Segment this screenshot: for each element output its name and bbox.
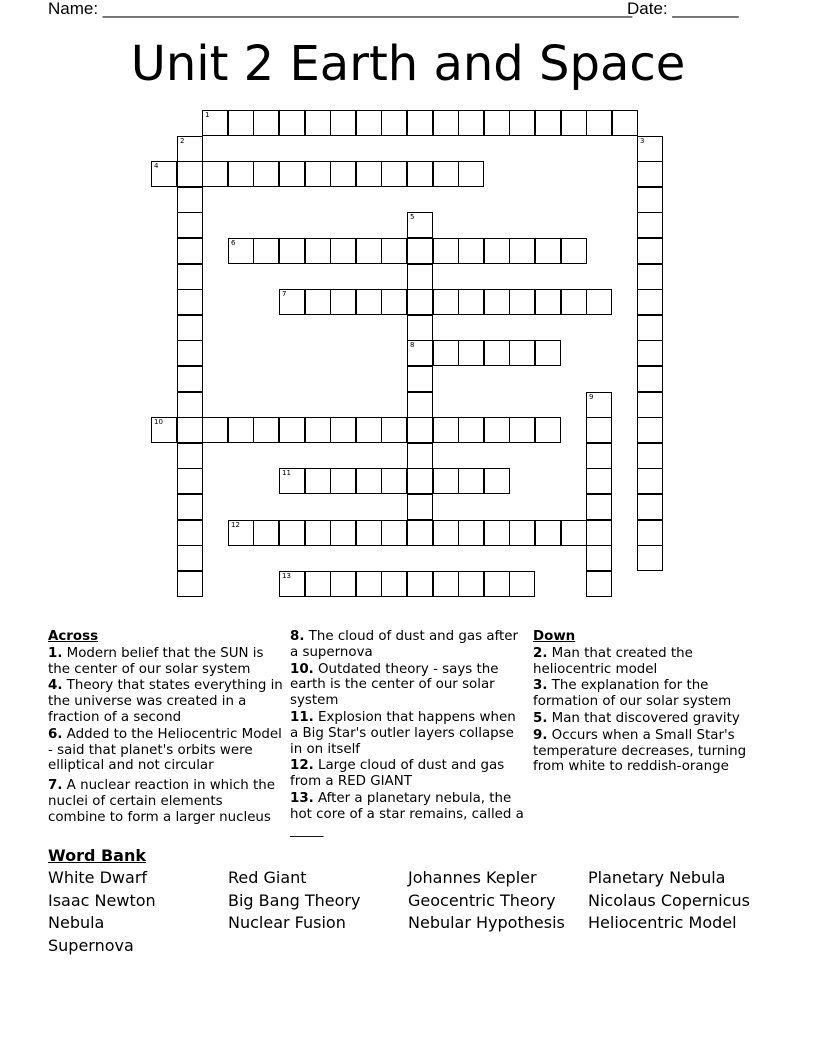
crossword-cell[interactable] <box>637 212 663 238</box>
down-clues-column <box>533 629 769 776</box>
crossword-cell[interactable] <box>330 468 356 494</box>
crossword-cell[interactable] <box>586 545 612 571</box>
crossword-cell[interactable] <box>253 161 279 187</box>
crossword-cell[interactable] <box>381 161 407 187</box>
crossword-cell[interactable] <box>356 571 382 597</box>
crossword-cell[interactable] <box>407 264 433 290</box>
crossword-cell[interactable] <box>637 494 663 520</box>
crossword-cell[interactable] <box>407 571 433 597</box>
crossword-cell[interactable] <box>561 110 587 136</box>
crossword-cell[interactable] <box>177 494 203 520</box>
across-clue: 13. After a planetary nebula, the hot core of a star remains, called a _____ <box>290 790 524 838</box>
down-clue: 9. Occurs when a Small Star's temperature decreases, turning from white to reddish-orange <box>533 727 747 775</box>
crossword-cell[interactable] <box>509 520 535 546</box>
crossword-cell[interactable] <box>177 443 203 469</box>
crossword-cell[interactable] <box>381 289 407 315</box>
across-clue: 10. Outdated theory - says the earth is the center of our solar system <box>290 661 499 709</box>
crossword-cell[interactable] <box>177 289 203 315</box>
crossword-cell[interactable] <box>279 468 305 494</box>
clue-number: 11 <box>282 469 291 477</box>
crossword-cell[interactable] <box>381 417 407 443</box>
crossword-cell[interactable] <box>305 238 331 264</box>
crossword-cell[interactable] <box>279 571 305 597</box>
crossword-cell[interactable] <box>305 289 331 315</box>
crossword-cell[interactable] <box>381 110 407 136</box>
crossword-cell[interactable] <box>407 340 433 366</box>
crossword-cell[interactable] <box>433 289 459 315</box>
crossword-cell[interactable] <box>305 520 331 546</box>
crossword-cell[interactable] <box>586 520 612 546</box>
crossword-cell[interactable] <box>509 417 535 443</box>
crossword-cell[interactable] <box>637 443 663 469</box>
date-field[interactable]: Date: _______ <box>627 0 739 18</box>
crossword-cell[interactable] <box>305 110 331 136</box>
word-bank-item: Isaac Newton <box>48 891 156 910</box>
crossword-cell[interactable] <box>433 417 459 443</box>
crossword-cell[interactable] <box>612 110 638 136</box>
crossword-cell[interactable] <box>305 571 331 597</box>
across-clue: 6. Added to the Heliocentric Model - said that planet's orbits were elliptical and not circular <box>48 726 282 774</box>
word-bank-item: Nebula <box>48 913 105 932</box>
across-clues-column-1 <box>48 629 284 827</box>
crossword-cell[interactable] <box>458 238 484 264</box>
crossword-cell[interactable] <box>637 417 663 443</box>
crossword-cell[interactable] <box>637 238 663 264</box>
clue-number: 10 <box>154 418 163 426</box>
crossword-cell[interactable] <box>177 417 203 443</box>
crossword-cell[interactable] <box>509 571 535 597</box>
crossword-cell[interactable] <box>202 417 228 443</box>
crossword-cell[interactable] <box>177 238 203 264</box>
crossword-cell[interactable] <box>484 417 510 443</box>
clue-number: 9 <box>589 393 594 401</box>
down-clue: 2. Man that created the heliocentric model <box>533 645 693 677</box>
crossword-cell[interactable] <box>305 161 331 187</box>
crossword-cell[interactable] <box>586 392 612 418</box>
clue-number: 5 <box>410 213 415 221</box>
across-clue: 12. Large cloud of dust and gas from a RED GIANT <box>290 758 505 790</box>
crossword-cell[interactable] <box>484 289 510 315</box>
crossword-cell[interactable] <box>202 110 228 136</box>
crossword-cell[interactable] <box>177 315 203 341</box>
crossword-cell[interactable] <box>279 238 305 264</box>
crossword-cell[interactable] <box>407 494 433 520</box>
crossword-cell[interactable] <box>407 315 433 341</box>
crossword-cell[interactable] <box>637 340 663 366</box>
crossword-cell[interactable] <box>433 340 459 366</box>
crossword-cell[interactable] <box>407 443 433 469</box>
crossword-cell[interactable] <box>535 110 561 136</box>
crossword-cell[interactable] <box>330 571 356 597</box>
clue-number: 12 <box>231 521 240 529</box>
crossword-cell[interactable] <box>177 468 203 494</box>
crossword-cell[interactable] <box>458 468 484 494</box>
crossword-cell[interactable] <box>228 417 254 443</box>
crossword-cell[interactable] <box>151 417 177 443</box>
crossword-cell[interactable] <box>407 212 433 238</box>
crossword-cell[interactable] <box>177 187 203 213</box>
crossword-cell[interactable] <box>484 238 510 264</box>
crossword-cell[interactable] <box>151 161 177 187</box>
crossword-cell[interactable] <box>177 545 203 571</box>
word-bank-item: Planetary Nebula <box>588 868 726 887</box>
crossword-cell[interactable] <box>433 468 459 494</box>
across-clues-column-2 <box>290 629 526 839</box>
crossword-cell[interactable] <box>637 468 663 494</box>
crossword-cell[interactable] <box>407 289 433 315</box>
crossword-cell[interactable] <box>381 520 407 546</box>
crossword-cell[interactable] <box>253 417 279 443</box>
crossword-cell[interactable] <box>458 417 484 443</box>
crossword-cell[interactable] <box>356 161 382 187</box>
crossword-cell[interactable] <box>330 161 356 187</box>
crossword-cell[interactable] <box>381 468 407 494</box>
word-bank-item: Big Bang Theory <box>228 891 361 910</box>
crossword-cell[interactable] <box>228 161 254 187</box>
crossword-cell[interactable] <box>484 520 510 546</box>
crossword-cell[interactable] <box>535 417 561 443</box>
crossword-cell[interactable] <box>458 289 484 315</box>
crossword-cell[interactable] <box>177 340 203 366</box>
word-bank-item: Nuclear Fusion <box>228 913 346 932</box>
crossword-cell[interactable] <box>433 571 459 597</box>
clue-number: 13 <box>282 572 291 580</box>
crossword-cell[interactable] <box>330 520 356 546</box>
page-title: Unit 2 Earth and Space <box>130 36 686 92</box>
word-bank-item: Geocentric Theory <box>408 891 556 910</box>
crossword-cell[interactable] <box>330 417 356 443</box>
crossword-cell[interactable] <box>484 468 510 494</box>
word-bank-item: Nicolaus Copernicus <box>588 891 750 910</box>
word-bank-item: White Dwarf <box>48 868 148 887</box>
crossword-cell[interactable] <box>279 161 305 187</box>
crossword-cell[interactable] <box>586 571 612 597</box>
crossword-cell[interactable] <box>484 110 510 136</box>
crossword-cell[interactable] <box>509 238 535 264</box>
name-field[interactable]: Name: ________________________________________________________ <box>48 0 633 18</box>
clue-number: 7 <box>282 290 287 298</box>
crossword-cell[interactable] <box>458 520 484 546</box>
crossword-cell[interactable] <box>433 161 459 187</box>
down-clue: 3. The explanation for the formation of our solar system <box>533 678 732 710</box>
crossword-cell[interactable] <box>509 289 535 315</box>
crossword-cell[interactable] <box>407 110 433 136</box>
crossword-cell[interactable] <box>484 571 510 597</box>
crossword-cell[interactable] <box>253 238 279 264</box>
crossword-cell[interactable] <box>586 110 612 136</box>
crossword-cell[interactable] <box>433 110 459 136</box>
crossword-cell[interactable] <box>253 110 279 136</box>
across-clue: 4. Theory that states everything in the universe was created in a fraction of a second <box>48 678 283 725</box>
crossword-cell[interactable] <box>381 571 407 597</box>
crossword-cell[interactable] <box>458 571 484 597</box>
crossword-cell[interactable] <box>535 289 561 315</box>
crossword-cell[interactable] <box>305 417 331 443</box>
word-bank-item: Heliocentric Model <box>588 913 737 932</box>
crossword-cell[interactable] <box>202 161 228 187</box>
crossword-cell[interactable] <box>356 289 382 315</box>
word-bank-item: Nebular Hypothesis <box>408 913 565 932</box>
crossword-cell[interactable] <box>381 238 407 264</box>
crossword-cell[interactable] <box>535 340 561 366</box>
clue-number: 3 <box>640 137 645 145</box>
crossword-cell[interactable] <box>509 110 535 136</box>
crossword-cell[interactable] <box>177 264 203 290</box>
across-heading: Across <box>48 629 99 644</box>
crossword-cell[interactable] <box>177 520 203 546</box>
crossword-cell[interactable] <box>305 468 331 494</box>
crossword-cell[interactable] <box>586 468 612 494</box>
crossword-cell[interactable] <box>407 520 433 546</box>
crossword-cell[interactable] <box>458 110 484 136</box>
across-clue: 1. Modern belief that the SUN is the center of our solar system <box>48 645 264 677</box>
crossword-cell[interactable] <box>356 110 382 136</box>
clue-number: 4 <box>154 162 159 170</box>
crossword-cell[interactable] <box>535 520 561 546</box>
across-clue: 8. The cloud of dust and gas after a supernova <box>290 629 519 660</box>
crossword-cell[interactable] <box>561 238 587 264</box>
crossword-cell[interactable] <box>177 392 203 418</box>
crossword-cell[interactable] <box>561 289 587 315</box>
crossword-cell[interactable] <box>407 366 433 392</box>
crossword-cell[interactable] <box>407 238 433 264</box>
crossword-cell[interactable] <box>637 315 663 341</box>
clue-number: 8 <box>410 341 415 349</box>
crossword-cell[interactable] <box>330 289 356 315</box>
crossword-cell[interactable] <box>509 340 535 366</box>
crossword-cell[interactable] <box>177 161 203 187</box>
crossword-cell[interactable] <box>586 494 612 520</box>
crossword-cell[interactable] <box>330 238 356 264</box>
crossword-cell[interactable] <box>637 264 663 290</box>
crossword-cell[interactable] <box>177 136 203 162</box>
crossword-cell[interactable] <box>586 443 612 469</box>
crossword-cell[interactable] <box>637 520 663 546</box>
crossword-cell[interactable] <box>228 238 254 264</box>
crossword-cell[interactable] <box>407 468 433 494</box>
crossword-cell[interactable] <box>458 161 484 187</box>
crossword-cell[interactable] <box>228 110 254 136</box>
clue-number: 1 <box>205 111 210 119</box>
word-bank-heading: Word Bank <box>48 846 147 865</box>
down-heading: Down <box>533 629 576 644</box>
word-bank-item: Red Giant <box>228 868 307 887</box>
crossword-cell[interactable] <box>356 468 382 494</box>
crossword-cell[interactable] <box>279 110 305 136</box>
crossword-cell[interactable] <box>586 417 612 443</box>
crossword-cell[interactable] <box>330 110 356 136</box>
crossword-cell[interactable] <box>535 238 561 264</box>
clue-number: 2 <box>180 137 185 145</box>
crossword-cell[interactable] <box>356 238 382 264</box>
crossword-cell[interactable] <box>637 366 663 392</box>
crossword-cell[interactable] <box>637 392 663 418</box>
crossword-cell[interactable] <box>433 520 459 546</box>
crossword-cell[interactable] <box>279 289 305 315</box>
crossword-cell[interactable] <box>253 520 279 546</box>
crossword-cell[interactable] <box>356 520 382 546</box>
crossword-cell[interactable] <box>637 136 663 162</box>
crossword-cell[interactable] <box>279 520 305 546</box>
across-clue: 11. Explosion that happens when a Big Star's outler layers collapse in on itself <box>290 709 516 757</box>
down-clue: 5. Man that discovered gravity <box>533 710 740 726</box>
crossword-cell[interactable] <box>407 161 433 187</box>
crossword-cell[interactable] <box>637 187 663 213</box>
crossword-cell[interactable] <box>637 161 663 187</box>
crossword-cell[interactable] <box>458 340 484 366</box>
crossword-cell[interactable] <box>356 417 382 443</box>
crossword-cell[interactable] <box>484 340 510 366</box>
crossword-cell[interactable] <box>637 289 663 315</box>
crossword-cell[interactable] <box>177 212 203 238</box>
crossword-cell[interactable] <box>637 545 663 571</box>
crossword-cell[interactable] <box>228 520 254 546</box>
crossword-cell[interactable] <box>561 520 587 546</box>
crossword-cell[interactable] <box>407 417 433 443</box>
across-clue: 7. A nuclear reaction in which the nuclei of certain elements combine to form a larger nucleus <box>48 778 275 825</box>
crossword-cell[interactable] <box>279 417 305 443</box>
crossword-cell[interactable] <box>177 366 203 392</box>
clue-number: 6 <box>231 239 236 247</box>
word-bank-item: Johannes Kepler <box>408 868 537 887</box>
crossword-cell[interactable] <box>433 238 459 264</box>
crossword-cell[interactable] <box>407 392 433 418</box>
word-bank-item: Supernova <box>48 936 134 955</box>
crossword-cell[interactable] <box>586 289 612 315</box>
crossword-cell[interactable] <box>177 571 203 597</box>
